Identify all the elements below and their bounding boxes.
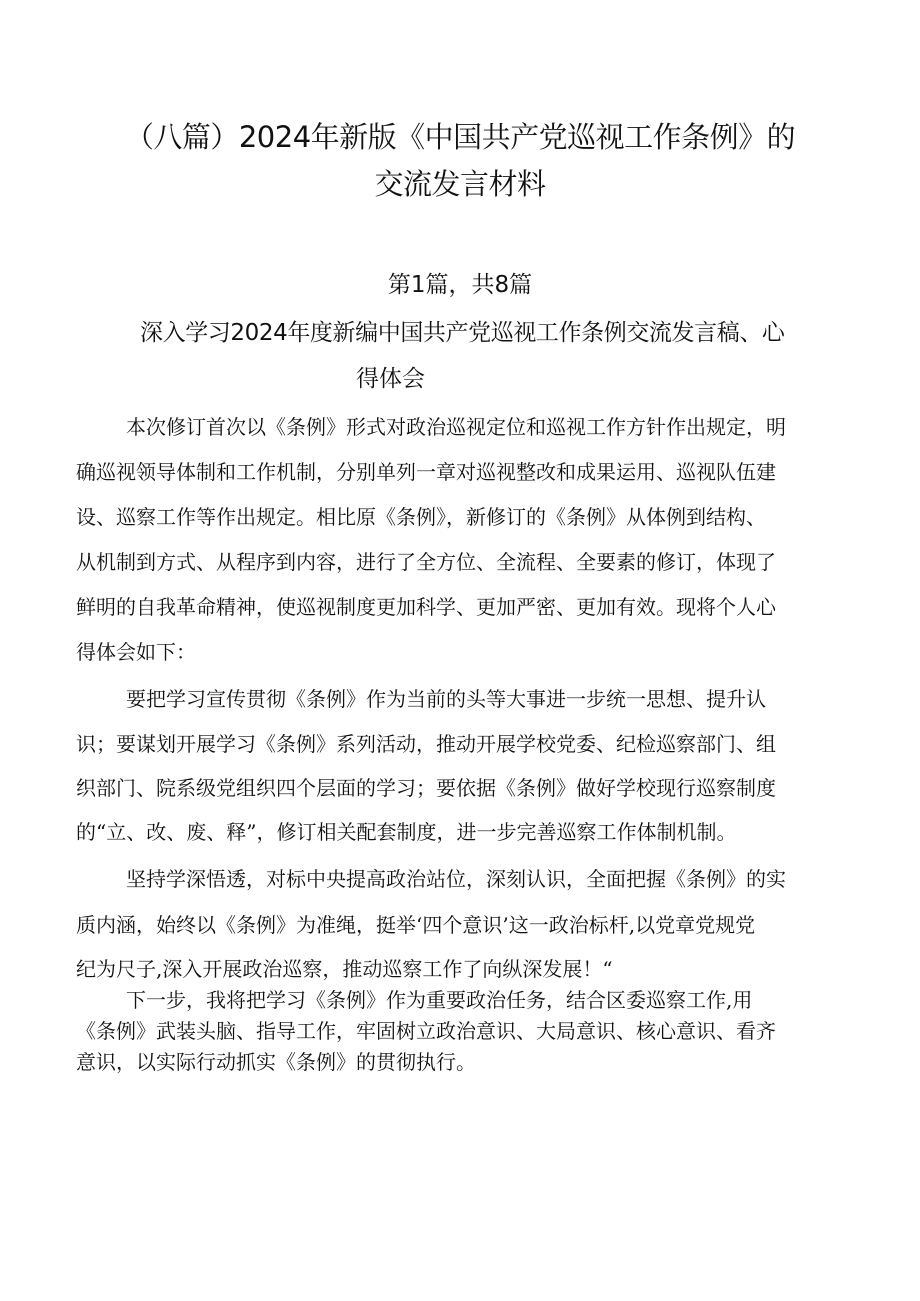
paragraph-4-line: 意识，以实际行动抓实《条例》的贯彻执行。 [76,1050,476,1074]
paragraph-2-line: 织部门、院系级党组织四个层面的学习；要依据《条例》做好学校现行巡察制度 [76,776,776,800]
paragraph-1-line: 确巡视领导体制和工作机制，分别单列一章对巡视整改和成果运用、巡视队伍建 [76,460,776,484]
paragraph-1-line: 得体会如下： [76,640,196,664]
document-title-line-2: 交流发言材料 [374,167,546,201]
paragraph-1-line: 从机制到方式、从程序到内容，进行了全方位、全流程、全要素的修订，体现了 [76,550,776,574]
paragraph-2-line: 的“立、改、废、释”，修订相关配套制度，进一步完善巡察工作体制机制。 [76,820,737,844]
article-subtitle-line-1: 深入学习2024年度新编中国共产党巡视工作条例交流发言稿、心 [140,320,785,346]
article-subtitle-line-2: 得体会 [356,366,425,392]
paragraph-1-line: 设、巡察工作等作出规定。相比原《条例》，新修订的《条例》从体例到结构、 [76,505,766,529]
paragraph-2-line: 要把学习宣传贯彻《条例》作为当前的头等大事进一步统一思想、提升认 [126,687,766,711]
paragraph-4-line: 《条例》武装头脑、指导工作，牢固树立政治意识、大局意识、核心意识、看齐 [76,1019,776,1043]
paragraph-1-line: 鲜明的自我革命精神，使巡视制度更加科学、更加严密、更加有效。现将个人心 [76,595,776,619]
paragraph-4-line: 下一步，我将把学习《条例》作为重要政治任务，结合区委巡察工作,用 [126,988,753,1012]
paragraph-3-line: 坚持学深悟透，对标中央提高政治站位，深刻认识，全面把握《条例》的实 [126,867,786,891]
paragraph-3-line: 质内涵，始终以《条例》为准绳，挺举‘四个意识’这一政治标杆,以党章党规党 [76,913,756,937]
paragraph-3-line: 纪为尺子,深入开展政治巡察，推动巡察工作了向纵深发展！“ [76,957,613,981]
paragraph-1-line: 本次修订首次以《条例》形式对政治巡视定位和巡视工作方针作出规定，明 [126,415,786,439]
document-title-line-1: （八篇）2024年新版《中国共产党巡视工作条例》的 [124,120,796,154]
paragraph-2-line: 识；要谋划开展学习《条例》系列活动，推动开展学校党委、纪检巡察部门、组 [76,732,776,756]
section-label: 第1篇，共8篇 [387,272,533,298]
